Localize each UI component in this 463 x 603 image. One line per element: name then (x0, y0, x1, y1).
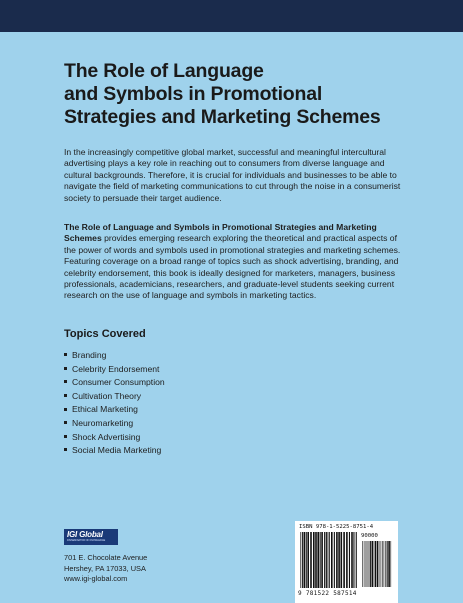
bullet-icon (64, 448, 67, 451)
title-line: The Role of Language (64, 60, 264, 82)
topic-label: Shock Advertising (72, 431, 141, 442)
topic-label: Neuromarketing (72, 417, 134, 428)
logo-name: IGI Global (67, 530, 103, 539)
bullet-icon (64, 353, 67, 356)
bullet-icon (64, 435, 67, 438)
topic-item (64, 417, 165, 431)
topic-item (64, 390, 165, 404)
barcode-bars (300, 532, 358, 590)
topic-label: Consumer Consumption (72, 377, 165, 388)
book-title-inline: The Role of Language and Symbols in Promotional Strategies and Marketing Schemes (64, 222, 377, 244)
topic-item (64, 444, 165, 458)
address-line: Hershey, PA 17033, USA (64, 563, 146, 573)
topic-item (64, 349, 165, 363)
isbn-text: ISBN 978-1-5225-8751-4 (299, 524, 374, 530)
topic-label: Social Media Marketing (72, 445, 162, 456)
logo-tagline: DISSEMINATOR OF KNOWLEDGE (67, 539, 106, 542)
price-code: 90000 (361, 533, 378, 539)
igi-global-logo (64, 529, 118, 545)
bullet-icon (64, 380, 67, 383)
topic-label: Branding (72, 350, 107, 360)
top-band (0, 0, 463, 32)
description-paragraph-2 (64, 222, 407, 302)
description-paragraph-1: In the increasingly competitive global market, successful and meaningful intercultural advertising plays a key role in reaching out to consumers from diverse language and cultural backgrounds. Therefore, it is crucial for individuals and businesses to be able to navigate the field of marketing communications to cut through the noise in a consumerist society to persuade their target audience. (64, 147, 401, 203)
topic-label: Ethical Marketing (72, 404, 138, 415)
topic-item (64, 403, 165, 417)
topic-item (64, 431, 165, 445)
bullet-icon (64, 394, 67, 397)
topics-heading: Topics Covered (64, 328, 146, 340)
address-line: 701 E. Chocolate Avenue (64, 553, 148, 562)
topic-label: Cultivation Theory (72, 390, 142, 401)
bullet-icon (64, 408, 67, 411)
bullet-icon (64, 421, 67, 424)
back-cover (0, 32, 463, 600)
title-line: Strategies and Marketing Schemes (64, 106, 381, 128)
publisher-address (64, 553, 147, 585)
title-line: and Symbols in Promotional (64, 83, 323, 105)
paragraph-body: provides emerging research exploring the theoretical and practical aspects of the power of words and symbols used in promotional strategies and marketing schemes. Featuring coverage on a broad range of topics such as shock advertising, branding, and celebrity endorsement, this book is ideally designed for marketers, managers, business professionals, academicians, researchers, and graduate-level students seeking current research on the use of language and symbols in marketing tactics. (64, 233, 401, 301)
publisher-website: www.igi-global.com (64, 574, 128, 584)
topic-item (64, 376, 165, 390)
price-barcode-bars (362, 541, 392, 589)
topic-item (64, 363, 165, 377)
book-title (64, 60, 404, 129)
topics-list (64, 349, 165, 458)
isbn-barcode (295, 521, 398, 603)
barcode-digits: 9 781522 587514 (298, 590, 357, 597)
bullet-icon (64, 367, 67, 370)
topic-label: Celebrity Endorsement (72, 363, 160, 374)
